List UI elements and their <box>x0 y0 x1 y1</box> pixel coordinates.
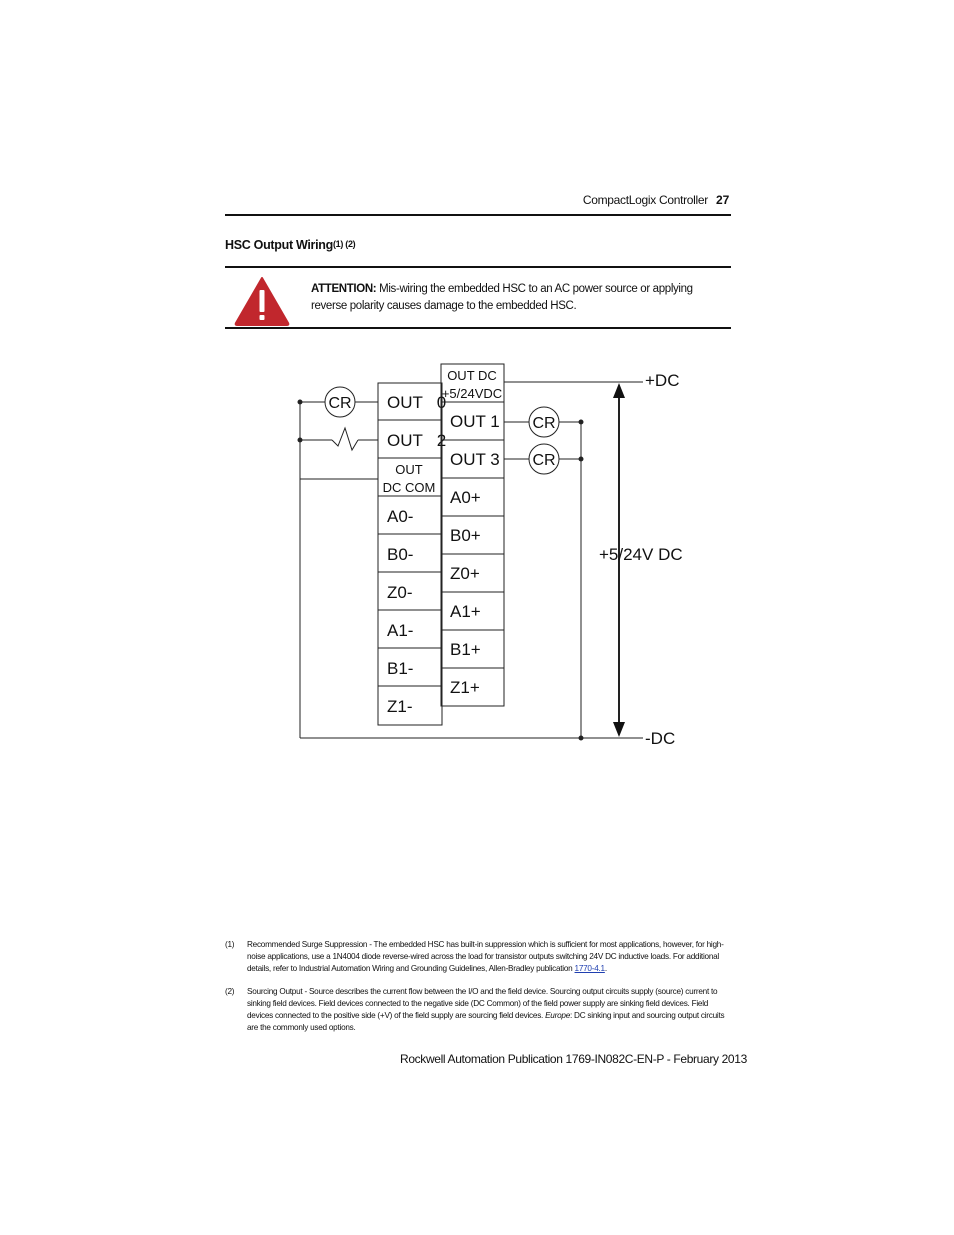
footnote-1-number: (1) <box>225 940 235 949</box>
terminal-a1-plus: A1+ <box>450 602 481 621</box>
relay-cr-3: CR <box>532 452 556 469</box>
footnote-1-end: . <box>604 964 607 973</box>
supply-voltage-label: +5/24V DC <box>599 545 683 564</box>
terminal-a0-plus: A0+ <box>450 488 481 507</box>
terminal-out-dc-line1: OUT DC <box>447 368 497 383</box>
terminal-z0-minus: Z0- <box>387 583 413 602</box>
terminal-out-dc-com-line1: OUT <box>395 462 423 477</box>
attention-body: Mis-wiring the embedded HSC to an AC power source or applying reverse polarity causes damage to the embedded HSC. <box>311 283 693 312</box>
hsc-wiring-diagram <box>290 360 690 750</box>
terminal-out1: OUT 1 <box>450 412 500 431</box>
section-heading <box>225 238 355 252</box>
header-rule <box>225 214 731 216</box>
publication-link[interactable]: 1770-4.1 <box>574 964 605 973</box>
attention-bottom-rule <box>225 327 731 329</box>
relay-cr-1: CR <box>328 395 352 412</box>
footnote-2-emphasis: Europe <box>545 1011 570 1020</box>
terminal-out2: OUT 2 <box>387 431 447 450</box>
running-header: CompactLogix Controller <box>582 193 708 207</box>
footnote-2-end: : DC sinking input and sourcing output circuits are the commonly used options. <box>247 1011 725 1032</box>
section-heading-text: HSC Output Wiring <box>225 238 333 252</box>
footnote-2-number: (2) <box>225 987 235 996</box>
footnote-2 <box>247 986 733 1034</box>
terminal-a1-minus: A1- <box>387 621 414 640</box>
footnote-2-text: Sourcing Output - Source describes the current flow between the I/O and the field device. Sourcing output circuits supply (source) current to sinking field devices. Field devices connected to the negative side (DC Common) of the field power supply are sinking field devices. Field devices connected to the positive side (+V) of the field supply are sourcing field devices. <box>247 987 718 1020</box>
terminal-b0-minus: B0- <box>387 545 414 564</box>
attention-message <box>311 281 731 315</box>
supply-positive-label: +DC <box>645 371 680 390</box>
publication-footer: Rockwell Automation Publication 1769-IN082C-EN-P - February 2013 <box>400 1052 747 1066</box>
terminal-out3: OUT 3 <box>450 450 500 469</box>
terminal-z0-plus: Z0+ <box>450 564 480 583</box>
footnote-refs: (1) (2) <box>332 239 356 249</box>
supply-negative-label: -DC <box>645 729 676 748</box>
terminal-out0: OUT 0 <box>387 393 447 412</box>
warning-triangle-icon <box>233 275 291 327</box>
page-number: 27 <box>716 193 730 207</box>
terminal-b0-plus: B0+ <box>450 526 481 545</box>
terminal-a0-minus: A0- <box>387 507 414 526</box>
terminal-z1-plus: Z1+ <box>450 678 480 697</box>
terminal-b1-minus: B1- <box>387 659 414 678</box>
footnote-1-text: Recommended Surge Suppression - The embedded HSC has built-in suppression which is sufficient for most applications, however, for high-noise applications, use a 1N4004 diode reverse-wired across the load for transistor outputs switching 24V DC inductive loads. For additional details, refer to Industrial Automation Wiring and Grounding Guidelines, Allen-Bradley publication <box>247 940 724 973</box>
relay-cr-2: CR <box>532 415 556 432</box>
attention-top-rule <box>225 266 731 268</box>
terminal-b1-plus: B1+ <box>450 640 481 659</box>
terminal-z1-minus: Z1- <box>387 697 413 716</box>
terminal-out-dc-com-line2: DC COM <box>382 480 436 495</box>
footnote-1 <box>247 939 733 975</box>
attention-label: ATTENTION: <box>311 283 377 295</box>
terminal-out-dc-line2: +5/24VDC <box>441 386 503 401</box>
